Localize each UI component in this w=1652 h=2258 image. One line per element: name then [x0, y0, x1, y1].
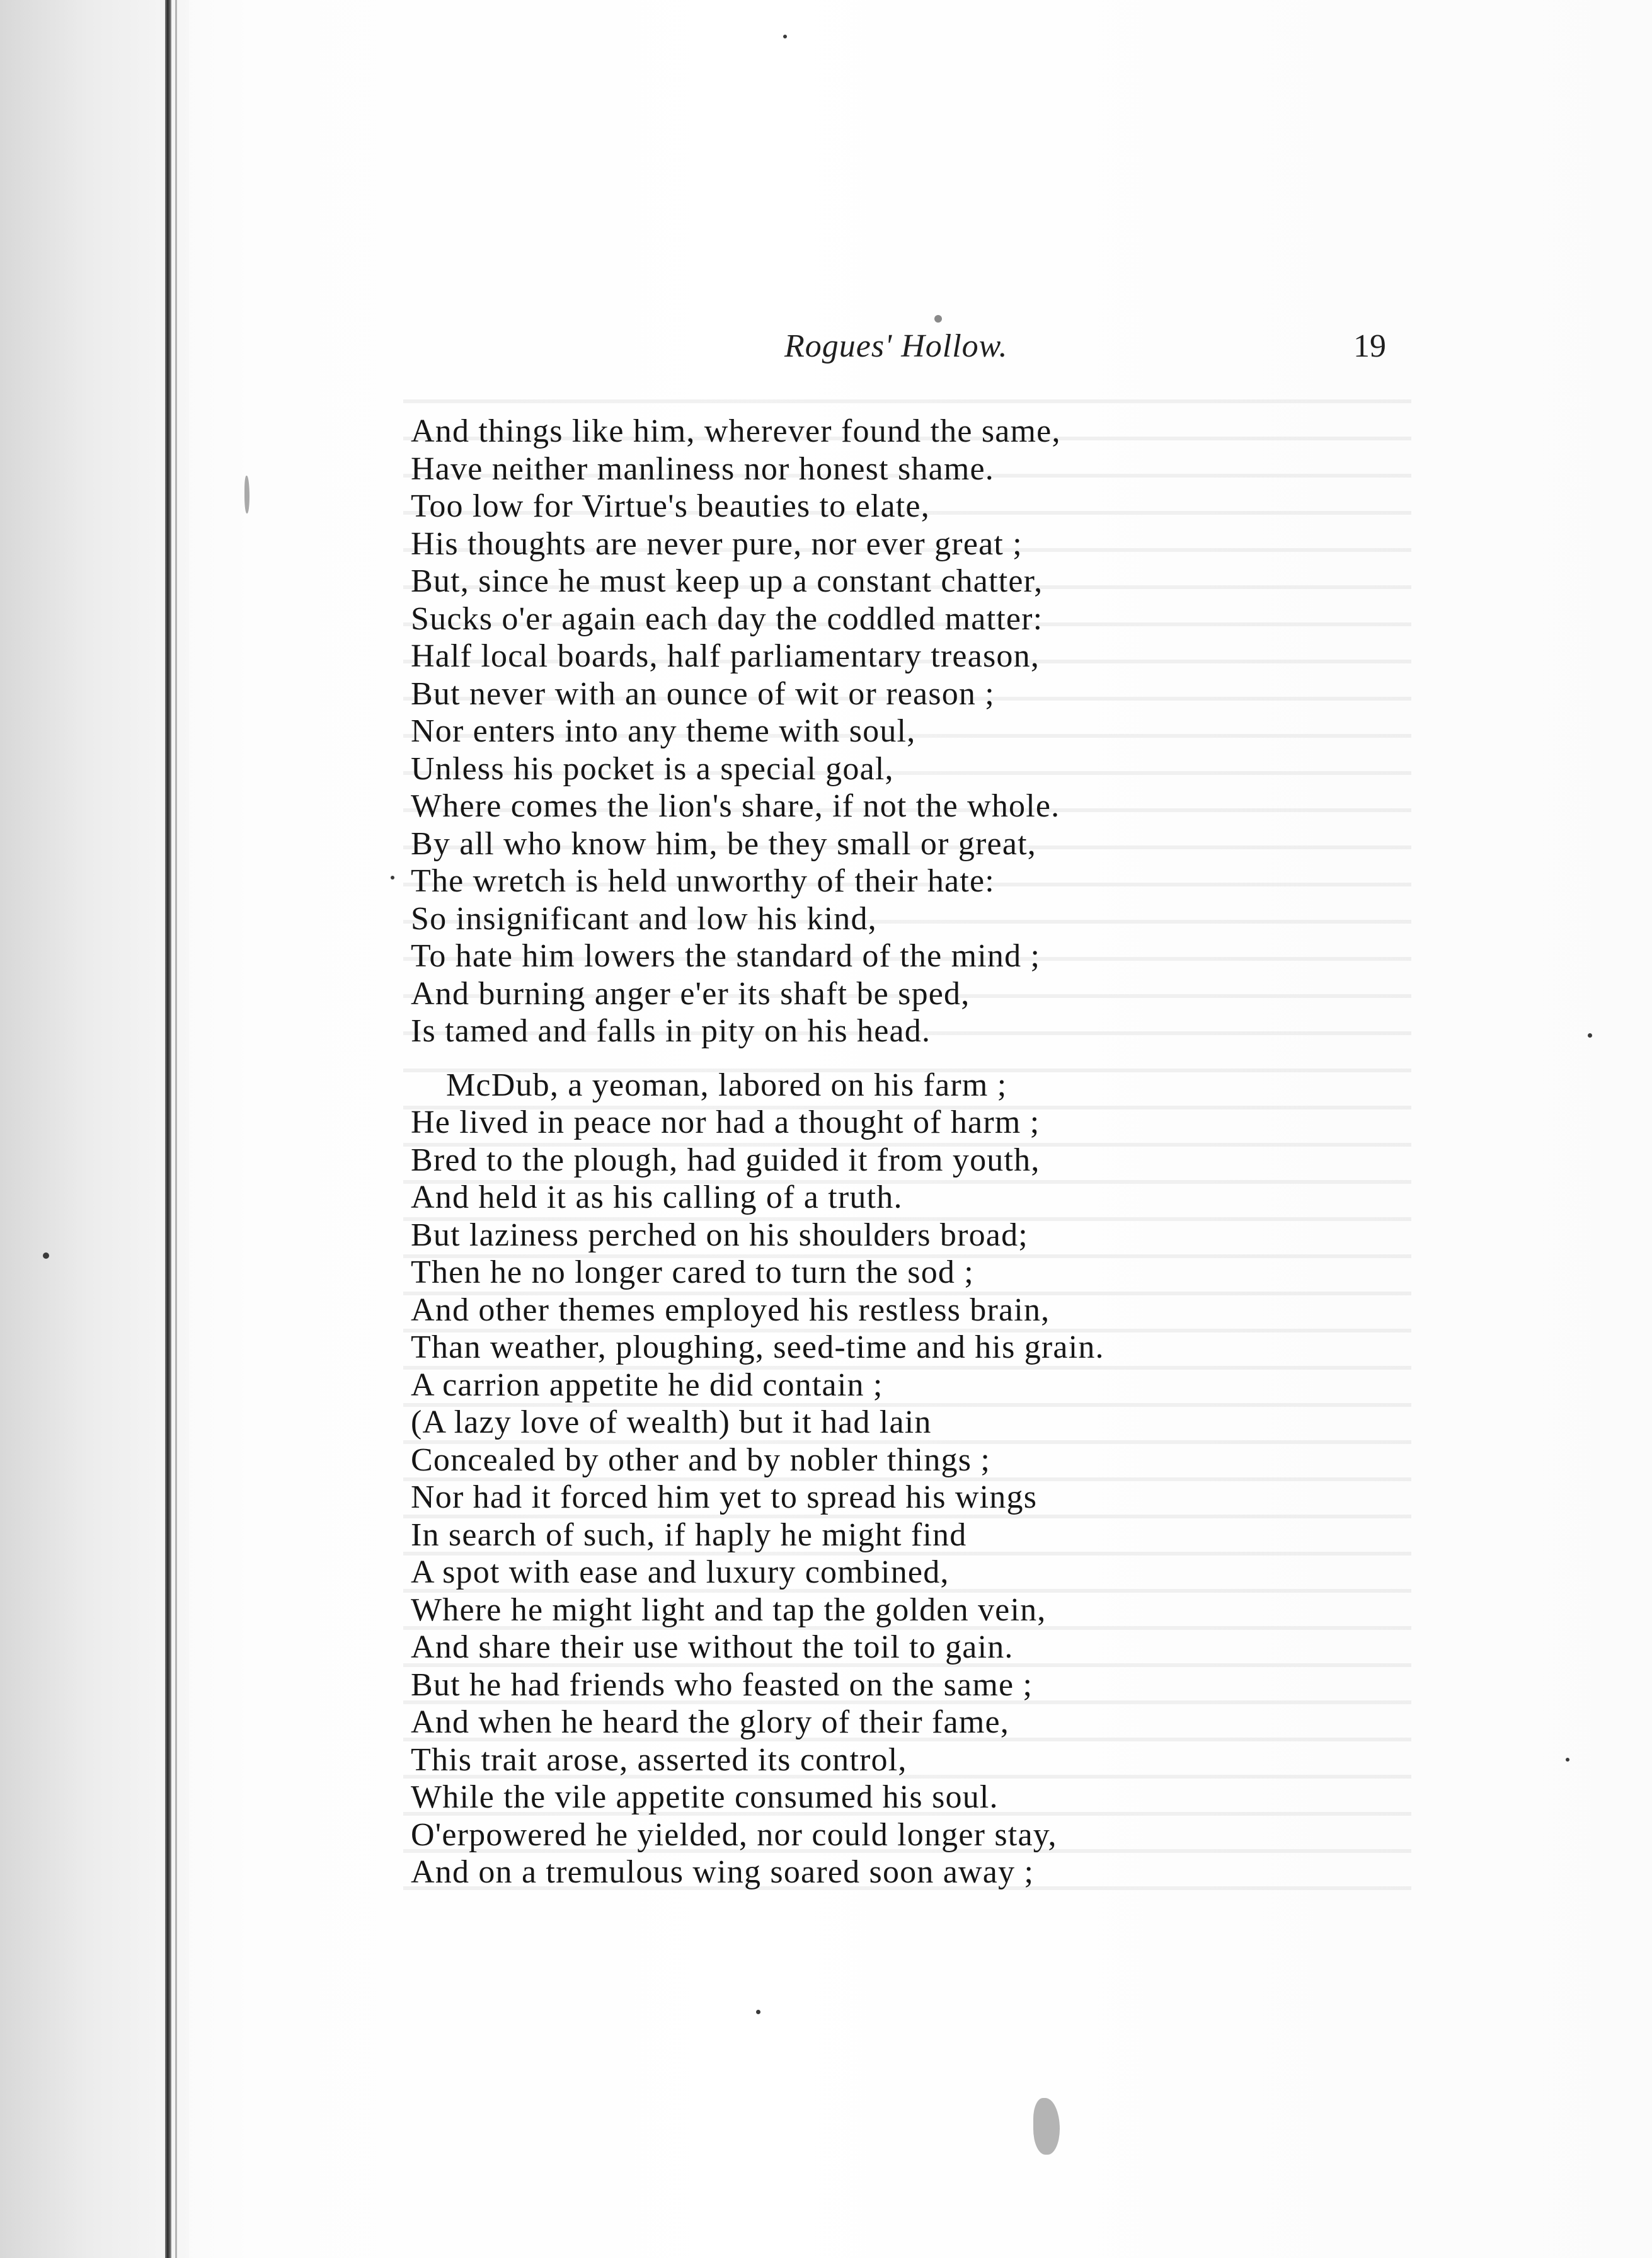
ink-speck: [1588, 1033, 1592, 1038]
poem-line: Sucks o'er again each day the coddled matter:: [411, 600, 1043, 637]
page-number: 19: [1353, 328, 1386, 364]
stanza-break: [411, 1050, 1482, 1067]
poem-line: But he had friends who feasted on the same ;: [411, 1666, 1033, 1703]
ink-speck: [783, 35, 787, 38]
stanza-1: [411, 413, 1482, 1050]
poem-line: And on a tremulous wing soared soon away ;: [411, 1854, 1035, 1890]
poem-line: This trait arose, asserted its control,: [411, 1741, 907, 1778]
poem-line: But never with an ounce of wit or reason ;: [411, 675, 995, 712]
poem-line: McDub, a yeoman, labored on his farm ;: [446, 1067, 1007, 1103]
poem-line: Nor had it forced him yet to spread his wings: [411, 1479, 1038, 1515]
poem-line: Where he might light and tap the golden vein,: [411, 1591, 1047, 1628]
poem-line: By all who know him, be they small or great,: [411, 825, 1036, 862]
poem-line: And other themes employed his restless brain,: [411, 1292, 1050, 1328]
poem-line: And things like him, wherever found the same,: [411, 413, 1061, 449]
ink-speck: [934, 315, 942, 323]
ink-speck: [1566, 1758, 1569, 1762]
poem-line: Is tamed and falls in pity on his head.: [411, 1013, 931, 1049]
poem-line: A spot with ease and luxury combined,: [411, 1554, 949, 1590]
poem-line: And held it as his calling of a truth.: [411, 1179, 903, 1215]
poem-line: Too low for Virtue's beauties to elate,: [411, 488, 930, 524]
poem-line: To hate him lowers the standard of the mind ;: [411, 938, 1041, 974]
ink-smudge: [1033, 2098, 1060, 2155]
poem-line: But, since he must keep up a constant chatter,: [411, 563, 1043, 599]
running-header: [0, 328, 1652, 378]
poem-line: Have neither manliness nor honest shame.: [411, 450, 994, 487]
poem-line: But laziness perched on his shoulders broad;: [411, 1217, 1028, 1253]
poem-line: Nor enters into any theme with soul,: [411, 713, 916, 749]
poem-line: And when he heard the glory of their fame,: [411, 1704, 1009, 1740]
poem-line: And share their use without the toil to gain.: [411, 1629, 1014, 1665]
poem-line: He lived in peace nor had a thought of harm ;: [411, 1104, 1040, 1140]
poem-line: In search of such, if haply he might find: [411, 1516, 967, 1553]
poem-line: And burning anger e'er its shaft be sped,: [411, 975, 970, 1012]
poem-line: A carrion appetite he did contain ;: [411, 1367, 883, 1403]
ink-speck: [43, 1252, 49, 1259]
ink-speck: [391, 876, 394, 880]
running-title: Rogues' Hollow.: [784, 328, 1008, 364]
poem-line: Where comes the lion's share, if not the whole.: [411, 788, 1060, 824]
poem-line: O'erpowered he yielded, nor could longer stay,: [411, 1816, 1057, 1853]
poem-line: So insignificant and low his kind,: [411, 900, 877, 937]
poem-line: The wretch is held unworthy of their hate:: [411, 863, 995, 899]
ink-speck: [756, 2010, 760, 2014]
poem-line: Half local boards, half parliamentary treason,: [411, 638, 1040, 674]
poem-line: Then he no longer cared to turn the sod ;: [411, 1254, 974, 1290]
ink-smudge: [244, 476, 250, 513]
poem-line: (A lazy love of wealth) but it had lain: [411, 1404, 932, 1440]
stanza-2: [411, 1067, 1482, 1891]
poem-line: Concealed by other and by nobler things ;: [411, 1441, 990, 1478]
poem-line: Bred to the plough, had guided it from youth,: [411, 1142, 1040, 1178]
poem-line: Than weather, ploughing, seed-time and his grain.: [411, 1329, 1104, 1365]
poem-line: While the vile appetite consumed his soul.: [411, 1779, 999, 1815]
poem-line: His thoughts are never pure, nor ever great ;: [411, 525, 1023, 562]
poem-text: [411, 413, 1482, 1891]
poem-line: Unless his pocket is a special goal,: [411, 750, 894, 787]
